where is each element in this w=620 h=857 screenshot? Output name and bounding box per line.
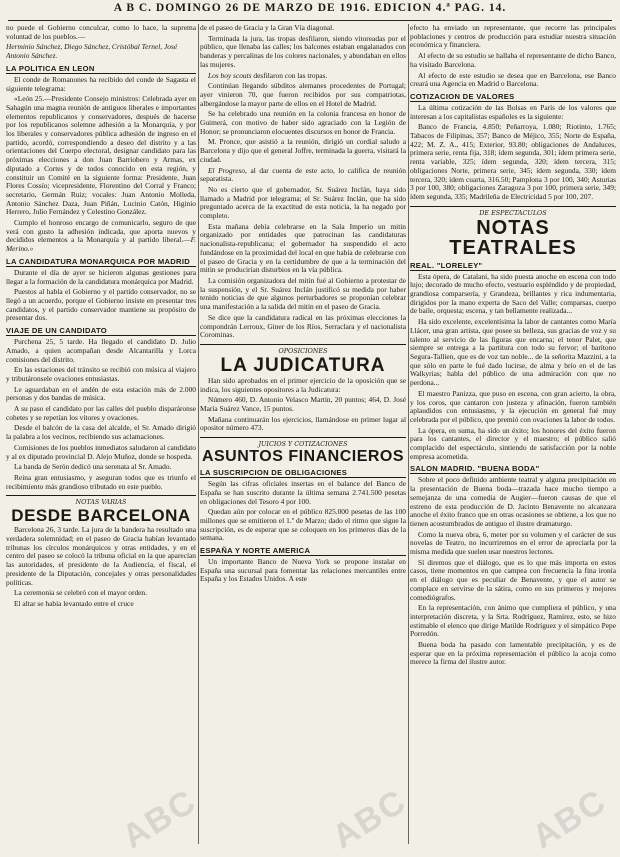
heading-desde-barcelona: DESDE BARCELONA: [11, 506, 191, 526]
heading-real-loreley: REAL. "LORELEY": [410, 261, 616, 271]
heading-judicatura: LA JUDICATURA: [220, 354, 386, 376]
cotizacion-paragraph-1: La última cotización de las Bolsas en París de los valores que interesan a los capitalistas españoles es la siguiente:: [410, 102, 616, 121]
heading-notas-teatrales: NOTAS TEATRALES: [449, 216, 577, 259]
real-paragraph-2: Ha sido excelente, excelentísima la labor de cantantes como María Llácer, una gran artista, que posee su belleza, sus gracias de voz y su talento al servicio de las figuras que encarna; el tenor Palet, que siempre se entrega a la partitura con todo su fervor; el barítono Segura-Tallien, que es de voz tan noble... de la señorita Mazzini, a la que sólo en parte le fué dado lucirse, de alma y brío en el de las Walkyrias; habla del público de una admiración con que no perdona...: [410, 317, 616, 388]
salon-paragraph-4: En la representación, con ánimo que cumpliera el público, y una interpretación discreta, y la Srta. Rodríguez, Ramírez, esto, se hizo estimable el elenco que dirige Matilde Rodríguez y el simpático Pepe Porredón.: [410, 603, 616, 639]
col2-paragraph-9: Esta mañana debía celebrarse en la Sala Imperio un mitin organizado por entidades que patrocinan las candidaturas nacionalista-republicana; el gobernador ha suspendido el acto fundándose en la proximidad del local en que había de celebrarse con el paseo de Gracia y en la certidumbre de que a la terminación del mitin se producirían disturbios en la vía pública.: [200, 221, 406, 275]
suscripcion-paragraph-2: Quedan aún por colocar en el público 825.000 pesetas de las 100 millones que se emitieron el 1.º de Marzo; dado el ritmo que sigue la suscripción, es de esperar que se coloquen en los primeros días de la semana.: [200, 507, 406, 543]
judicatura-paragraph-3: Mañana continuarán los ejercicios, llamándose en primer lugar al opositor número 473.: [200, 414, 406, 433]
real-paragraph-3: El maestro Panizza, que puso en escena, con gran acierto, la obra, y los coros, que cantaron con justeza y afinación, fueron también aplaudidos con entusiasmo, y la ejecución en general fué muy celebrada por el público, que premió con ovaciones la labor de todos.: [410, 388, 616, 424]
col2-paragraph-11: Se dice que la candidatura radical en las próximas elecciones la compondrán Lerroux, Giner de los Ríos, Serraclara y el nacionalista Corominas.: [200, 312, 406, 340]
judicatura-paragraph-2: Número 460, D. Antonio Velasco Martín, 20 puntos; 464, D. José María Suárez Vance, 15 puntos.: [200, 395, 406, 414]
heading-candidatura: LA CANDIDATURA MONARQUICA POR MADRID: [6, 257, 196, 267]
viaje-paragraph-6: Comisiones de los pueblos inmediatos saludaron al candidato y al ex diputado provincial D. Alejo Muñoz, donde se hospeda.: [6, 442, 196, 461]
abc-watermark-1: ABC: [115, 781, 204, 857]
espana-paragraph-1: Un importante Banco de Nueva York se propone instalar en España una sucursal para fomentar las relaciones mercantiles entre España y los Estados Unidos. A este: [200, 557, 406, 584]
barcelona-paragraph-1: Barcelona 26, 3 tarde. La jura de la bandera ha resultado una verdadera solemnidad; en el paseo de Gracia habían levantado tribunas los círculos monárquicos y otras entidades, y en el centro del paseo se colocó la tribuna oficial en la que aparecían las autoridades, el presidente de la Audiencia, el fiscal, el presidente de la Diputación, concejales y otras personalidades políticas.: [6, 525, 196, 587]
col2-paragraph-8: No es cierto que el gobernador, Sr. Suárez Inclán, haya sido llamado a Madrid por telegrama; el Sr. Suárez Inclán, que ha sido preguntado acerca de la exactitud de esta noticia, la ha negado por completo.: [200, 184, 406, 221]
viaje-paragraph-1: Purchena 25, 5 tarde. Ha llegado el candidato D. Julio Amado, a quien acompañan desde Alcantarilla y Lorca comisiones del distrito.: [6, 337, 196, 364]
col2-paragraph-10: La comisión organizadora del mitin fué al Gobierno a protestar de la suspensión, y el Sr. Suárez Inclán justificó su medida por haber tenido noticias de que algunos perturbadores se proponían celebrar una manifestación a la salida del mitin en el paseo de Gracia.: [200, 275, 406, 312]
col2-paragraph-7-text: al dar cuenta de este acto, lo califica de reunión separatista.: [200, 165, 406, 184]
abc-watermark-2: ABC: [325, 781, 414, 857]
viaje-paragraph-2: En las estaciones del tránsito se recibió con música al viajero y tributáronsele ovaciones entusiastas.: [6, 365, 196, 383]
el-progreso-lead: El Progreso,: [208, 165, 247, 175]
barcelona-paragraph-3: El altar se había levantado entre el cruce: [14, 598, 134, 608]
judicatura-paragraph-1: Han sido aprobados en el primer ejercicio de la oposición que se indica, los siguientes opositores a la Judicatura:: [200, 375, 406, 394]
intro-signatures: Herminio Sánchez, Diego Sánchez, Cristóbal Ternel, José Antonio Sánchez.: [6, 42, 178, 61]
politica-paragraph-3: [6, 219, 196, 254]
viaje-paragraph-3: Le aguardaban en el andén de esta estación más de 2.000 personas y dos bandas de música.: [6, 384, 196, 403]
politica-paragraph-3-text: Cumplo el honroso encargo de comunicarlo, seguro de que verá con gusto la adhesión indicada, que aporta nuevos y decididos elementos a la Monarquía y al partido liberal.—: [6, 218, 196, 245]
salon-paragraph-5: Buena boda ha pasado con lamentable precipitación, y es de esperar que en la próxima representación el público la acoja como merece la firma del ilustre autor.: [410, 640, 616, 667]
col2-paragraph-6: M. Pronce, que asistió a la reunión, dirigió un cordial saludo a Barcelona y dijo que el general Joffre, terminada la guerra, visitará la ciudad.: [200, 137, 406, 164]
col2-paragraph-1: de el paseo de Gracia y la Gran Vía diagonal.: [200, 24, 335, 32]
col3-paragraph-3: Al efecto de este estudio se desea que en Barcelona, ese Banco creará una Agencia en Madrid o Barcelona.: [410, 70, 616, 89]
salon-paragraph-3: Sí diremos que el diálogo, que es lo que más importa en estos casos, tiene momentos en que campea con frecuencia la fina ironía en el diálogo que es peculiar de Benavente, y que el autor se complace en servirse de la sátira, como en sus primeros y mejores comediógrafos.: [410, 557, 616, 602]
real-paragraph-1: Esta ópera, de Catalani, ha sido puesta anoche en escena con todo lujo; decorado de mucho efecto, vestuario espléndido y de propiedad, grandiosa comparsería, y Grandeza, brillantes y rica indumentaria, dirigidos por la mano experta de Saco del Valle; comparsas, cuerpo de baile, orquesta; escena, y tan bellamente realizada...: [410, 271, 616, 316]
candidatura-paragraph-1: Durante el día de ayer se hicieron algunas gestiones para llegar a la formación de la candidatura monárquica por Madrid.: [6, 267, 196, 286]
kicker-espectaculos: DE ESPECTACULOS: [410, 206, 616, 217]
intro-text: no puede el Gobierno conculcar, como lo hace, la suprema voluntad de los pueblos.—: [6, 24, 196, 41]
col3-paragraph-2: Al efecto de su estudio se hallaba el representante de dicho Banco, ha visitado Barcelona.: [410, 51, 616, 69]
politica-paragraph-2: «León 25.—Presidente Consejo ministros: Celebrada ayer en Sahagún una magna reunión de antiguos liberales e importantes elementos republicanos y conservadores, después de hacerse por los republicanos solemne adhesión a la Monarquía, y por los liberales y conservadores pública adhesión de ingreso en el partido, acordó, correspondiendo a deseo del distrito y a las orientaciones del Cuerpo electoral, designar candidato para las próximas elecciones a don Juan Barriobero y Armas, ex diputado a Cortes y de todos conocido en esta región, y constituir un Comité en la siguiente forma: Presidente, Juan Flores Cossío; vicepresidente, Florentino del Corral y Franco; secretario, Germán Ruiz; vocales: Juan Antonio Molleda, Antonio Sánchez Daza, Juan Piñán, Lucinio Catón, Higinio Herrero, Julio Fernández y Celestino González.: [6, 94, 196, 217]
heading-salon-madrid: SALON MADRID. "BUENA BODA": [410, 464, 616, 474]
column-divider-2: [408, 24, 409, 844]
kicker-oposiciones: OPOSICIONES: [200, 344, 406, 355]
abc-watermark-3: ABC: [525, 781, 614, 857]
column-divider-1: [198, 24, 199, 844]
cotizacion-paragraph-2: Banco de Francia, 4.850; Peñarroya, 1.080; Riotinto, 1.765; Tabacos de Filipinas, 357; Banco de Méjico, 355; Norte de España, 422; M. Z. A., 415; Exterior, 93.80; obligaciones de Andaluces, primera serie, renta fija, 318; ídem segunda, 301; ídem primera serie, renta variable, 325; ídem segunda, 320; ídem tercera, 315; obligaciones Norte, primera serie, 345; ídem segunda, 330; ídem tercera, 320; ídem cuarta, 316.50; Pamplona 3 por 100, 340; Asturias 3 por 100, 380; obligaciones Zaragoza 3 por 100, primera serie, 349; ídem segunda, 335; Madrileña de Electricidad 5 por 100, 207.: [410, 122, 616, 201]
heading-viaje-candidato: VIAJE DE UN CANDIDATO: [6, 326, 196, 336]
heading-politica-leon: LA POLITICA EN LEON: [6, 64, 196, 74]
col3-paragraph-1: efecto ha enviado un representante, que recorre las principales poblaciones y centros de producción para estudiar nuestra situación económica y financiera.: [410, 24, 616, 50]
suscripcion-paragraph-1: Según las cifras oficiales insertas en el balance del Banco de España se han suscrito durante la última semana 2.741.500 pesetas en obligaciones del Tesoro 4 por 100.: [200, 479, 406, 506]
viaje-paragraph-7: La banda de Serón dedicó una serenata al Sr. Amado.: [14, 462, 172, 472]
viaje-paragraph-5: Desde el balcón de la casa del alcalde, el Sr. Amado dirigió la palabra a los vecinos, recibiendo sus aclamaciones.: [6, 423, 196, 442]
col2-paragraph-2: Terminada la jura, las tropas desfilaron, siendo vitoreadas por el público, que llenaba las calles; los balcones estaban engalanados con banderas y percalinas de los colores nacionales, y abundaban en ellos las mujeres.: [200, 33, 406, 69]
heading-espana-norteamerica: ESPAÑA Y NORTE AMERICA: [200, 546, 406, 556]
col2-paragraph-3-text: desfilaron con las tropas.: [253, 70, 328, 80]
heading-suscripcion: LA SUSCRIPCION DE OBLIGACIONES: [200, 468, 406, 478]
viaje-paragraph-4: A su paso el candidato por las calles del pueblo disparáronse cohetes y se repetían los vítores y ovaciones.: [6, 404, 196, 422]
salon-paragraph-2: Como la nueva obra, 6, meter por su volumen y el carácter de sus novelas de Teatro, no incurriremos en el error de apreciarla por la misma medida que suelen usar nuestros lectores.: [410, 529, 616, 557]
politica-paragraph-1: El conde de Romanones ha recibido del conde de Sagasta el siguiente telegrama:: [6, 74, 196, 93]
politica-signature: F. Merino.»: [6, 235, 196, 254]
salon-paragraph-1: Sobre el poco definido ambiente teatral y alguna precipitación en la presentación de Buena boda—trazada hace mucho tiempo a semejanza de una comedia de Augier—fueron causas de que el estreno de esta producción de D. Jacinto Benavente no alcanzara anoche el éxito franco que en otras ocasiones se obtiene, a los que no tienen acostumbrados de antiguo el ilustre dramaturgo.: [410, 475, 616, 528]
page-header: A B C. DOMINGO 26 DE MARZO DE 1916. EDICION 4.ª PAG. 14.: [113, 2, 507, 14]
col2-paragraph-4: Continúan llegando súbditos alemanes procedentes de Portugal; ayer vinieron 70, que fueron recibidos por sus compatriotas, albergándose la mayor parte de ellos en el Hotel de Madrid.: [200, 81, 406, 108]
real-paragraph-4: La ópera, en suma, ha sido un éxito; los honores del éxito fueron para los cantantes, el director y el maestro; el público salió complacido del espectáculo, sintiendo de satisfacción por la noble empresa acometida.: [410, 425, 616, 461]
heading-cotizacion: COTIZACION DE VALORES: [410, 92, 616, 102]
heading-asuntos-financieros: ASUNTOS FINANCIEROS: [201, 448, 405, 466]
viaje-paragraph-8: Reina gran entusiasmo, y aseguran todos que es triunfo el recibimiento más grandioso tributado en este pueblo.: [6, 472, 196, 491]
col2-paragraph-3: [200, 72, 406, 81]
column-3: [410, 24, 616, 846]
header-rule: [8, 20, 612, 21]
barcelona-paragraph-2: La ceremonia se celebró con el mayor orden.: [14, 588, 147, 598]
kicker-juicios: JUICIOS Y COTIZACIONES: [200, 437, 406, 448]
column-1: [6, 24, 196, 846]
candidatura-paragraph-2: Puestos al habla el Gobierno y el partido conservador, no se llegó a un acuerdo, porque el Gobierno insiste en presentar tres candidatos, y el partido conservador mantiene su propósito de presentar dos.: [6, 287, 196, 323]
col2-paragraph-5: Se ha celebrado una reunión en la colonia francesa en honor de Guimerá, con motivo de haber sido agraciado con la Legión de Honor; se pronunciaron elocuentes discursos en honor de Francia.: [200, 109, 406, 136]
col2-paragraph-7: [200, 167, 406, 184]
boy-scouts-lead: Los boy scouts: [208, 70, 252, 80]
column-2: [200, 24, 406, 846]
kicker-notas-varias: NOTAS VARIAS: [6, 495, 196, 506]
